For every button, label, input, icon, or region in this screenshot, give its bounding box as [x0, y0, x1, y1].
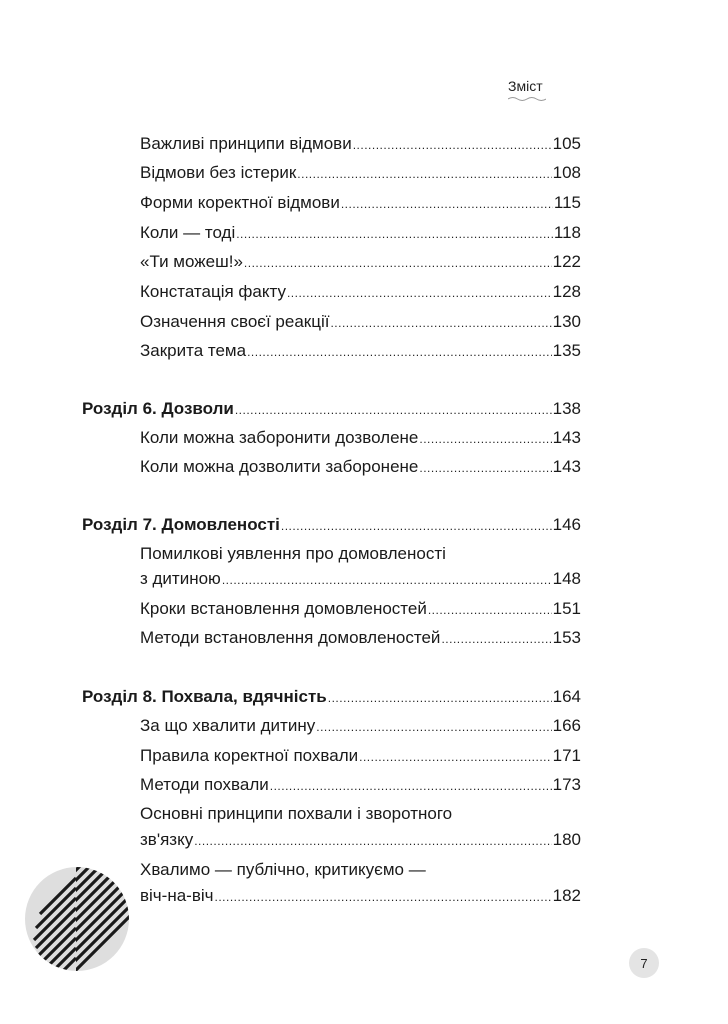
toc-entry-title: Кроки встановлення домовленостей [140, 599, 427, 618]
toc-entry-title: Означення своєї реакції [140, 312, 330, 331]
toc-entry-page: 180 [552, 830, 581, 849]
toc-entry-title: Констатація факту [140, 282, 286, 301]
toc-entry-title-line1: Основні принципи похвали і зворотного [140, 804, 453, 823]
toc-chapter-7[interactable] [82, 514, 581, 537]
toc-leader [235, 399, 552, 421]
toc-entry[interactable] [140, 133, 581, 156]
toc-entry-title: Коли можна дозволити заборонене [140, 457, 419, 476]
toc-entry[interactable] [140, 885, 581, 908]
toc-entry-title: Форми коректної відмови [140, 193, 340, 212]
toc-leader [316, 716, 551, 738]
toc-entry-page: 105 [552, 134, 581, 153]
toc-leader [222, 569, 552, 591]
toc-entry[interactable] [140, 456, 581, 479]
toc-leader [419, 428, 551, 450]
toc-leader [353, 134, 552, 156]
toc-entry[interactable] [140, 627, 581, 650]
toc-entry[interactable] [140, 281, 581, 304]
toc-entry-page: 135 [552, 341, 581, 360]
header-section-label: Зміст [508, 78, 543, 94]
toc-entry-title: з дитиною [140, 569, 221, 588]
toc-leader [281, 515, 552, 537]
toc-leader [419, 457, 551, 479]
toc-entry[interactable] [140, 162, 581, 185]
toc-entry-title: зв'язку [140, 830, 194, 849]
toc-entry-page: 173 [552, 775, 581, 794]
toc-leader [330, 312, 551, 334]
toc-chapter-8[interactable] [82, 686, 581, 709]
toc-entry-page: 171 [552, 746, 581, 765]
toc-chapter-title: Розділ 8. Похвала, вдячність [82, 687, 327, 706]
toc-entry-title: За що хвалити дитину [140, 716, 316, 735]
toc-entry[interactable] [140, 774, 581, 797]
toc-leader [194, 830, 551, 852]
toc-entry-page: 148 [552, 569, 581, 588]
toc-leader [215, 886, 552, 908]
toc-chapter-page: 146 [552, 515, 581, 534]
striped-circle-decoration [22, 864, 132, 974]
toc-chapter-6[interactable] [82, 398, 581, 421]
toc-entry-title: Закрита тема [140, 341, 247, 360]
toc-chapter-page: 138 [552, 399, 581, 418]
toc-chapter-page: 164 [552, 687, 581, 706]
toc-entry-title: Методи похвали [140, 775, 269, 794]
toc-entry-page: 122 [552, 252, 581, 271]
toc-entry-page: 130 [552, 312, 581, 331]
toc-entry-page: 182 [552, 886, 581, 905]
toc-entry-page: 151 [552, 599, 581, 618]
toc-entry-title: Коли — тоді [140, 223, 236, 242]
toc-leader [441, 628, 551, 650]
toc-entry[interactable] [140, 192, 581, 215]
toc-entry-title-line1: Помилкові уявлення про домовленості [140, 544, 446, 563]
toc-entry-page: 128 [552, 282, 581, 301]
toc-entry[interactable] [140, 251, 581, 274]
toc-leader [341, 193, 553, 215]
toc-entry[interactable] [140, 745, 581, 768]
toc-chapter-title: Розділ 6. Дозволи [82, 399, 234, 418]
header-wave-decoration [508, 96, 546, 102]
toc-entry[interactable] [140, 598, 581, 621]
toc-leader [236, 223, 553, 245]
toc-entry-title: Коли можна заборонити дозволене [140, 428, 419, 447]
page-number-badge: 7 [629, 948, 659, 978]
toc-leader [328, 687, 552, 709]
toc-entry-page: 118 [553, 223, 581, 242]
toc-entry-title-line1: Хвалимо — публічно, критикуємо — [140, 860, 426, 879]
toc-entry-title: Правила коректної похвали [140, 746, 359, 765]
toc-entry-title: Важливі принципи відмови [140, 134, 352, 153]
toc-entry-title: Відмови без істерик [140, 163, 297, 182]
toc-entry-page: 143 [552, 457, 581, 476]
toc-leader [247, 341, 552, 363]
toc-leader [428, 599, 552, 621]
toc-entry-title: віч-на-віч [140, 886, 214, 905]
toc-entry-page: 143 [552, 428, 581, 447]
toc-entry-page: 153 [552, 628, 581, 647]
toc-entry-title: Методи встановлення домовленостей [140, 628, 441, 647]
toc-leader [287, 282, 552, 304]
toc-entry[interactable] [140, 311, 581, 334]
toc-entry[interactable] [140, 340, 581, 363]
toc-entry-title: «Ти можеш!» [140, 252, 243, 271]
toc-entry-page: 108 [552, 163, 581, 182]
toc-leader [270, 775, 552, 797]
toc-entry[interactable] [140, 829, 581, 852]
toc-entry[interactable] [140, 427, 581, 450]
toc-entry-page: 166 [552, 716, 581, 735]
toc-chapter-title: Розділ 7. Домовленості [82, 515, 280, 534]
toc-leader [297, 163, 551, 185]
toc-entry-page: 115 [553, 193, 581, 212]
toc-leader [244, 252, 552, 274]
toc-entry[interactable] [140, 568, 581, 591]
toc-entry[interactable] [140, 715, 581, 738]
toc-entry[interactable] [140, 222, 581, 245]
toc-leader [359, 746, 551, 768]
